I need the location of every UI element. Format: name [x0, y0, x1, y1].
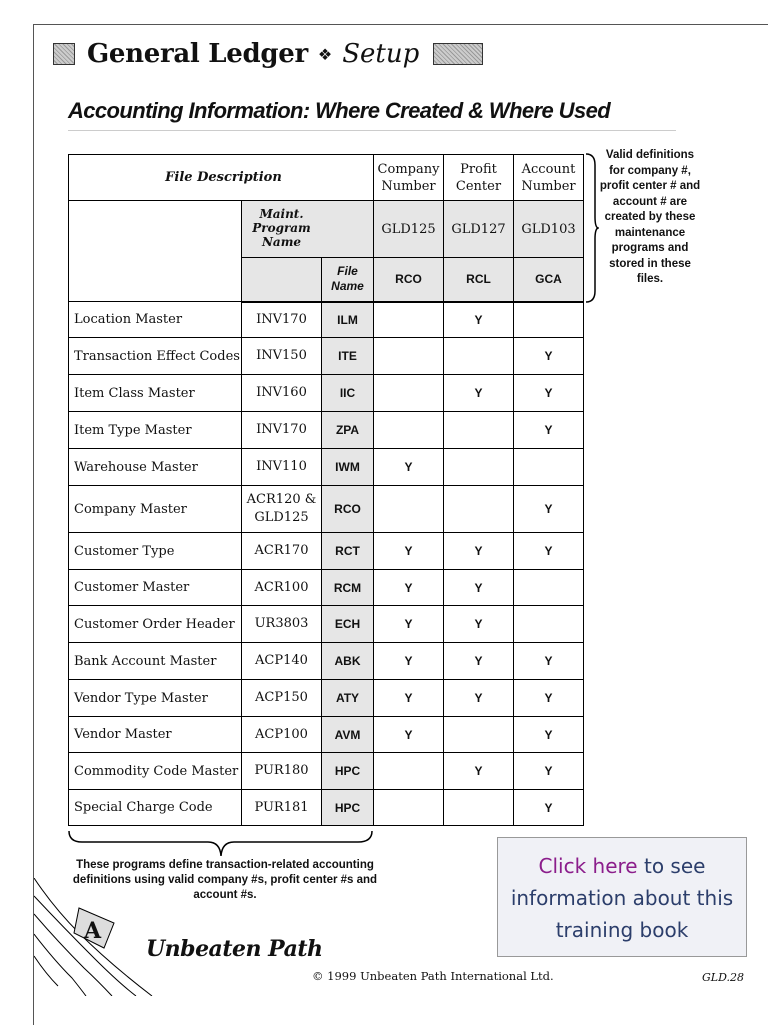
row-company-flag [374, 790, 444, 826]
table-row [69, 717, 584, 753]
click-here-link[interactable]: Click here [538, 854, 638, 878]
row-description: Warehouse Master [69, 449, 242, 486]
row-program: ACR120 & GLD125 [242, 486, 322, 533]
table-row [69, 375, 584, 412]
row-description: Vendor Master [69, 717, 242, 753]
row-program: ACP100 [242, 717, 322, 753]
row-company-flag: Y [374, 680, 444, 717]
row-account-flag [514, 606, 584, 643]
account-file: GCA [514, 258, 584, 302]
table-row [69, 486, 584, 533]
row-description: Bank Account Master [69, 643, 242, 680]
row-company-flag: Y [374, 643, 444, 680]
row-file-name: IIC [322, 375, 374, 412]
table-row [69, 338, 584, 375]
row-profit-flag [444, 790, 514, 826]
row-file-name: RCT [322, 533, 374, 570]
row-file-name: ABK [322, 643, 374, 680]
row-description: Location Master [69, 302, 242, 338]
row-account-flag: Y [514, 338, 584, 375]
right-annotation: Valid definitions for company #, profit center # and account # are created by these maintenance programs and stored in these files. [599, 149, 701, 285]
row-program: INV110 [242, 449, 322, 486]
maint-spacer-cell [242, 258, 322, 302]
page-title: General Ledger [87, 39, 308, 69]
row-file-name: AVM [322, 717, 374, 753]
table-row [69, 643, 584, 680]
row-file-name: RCO [322, 486, 374, 533]
row-description: Customer Type [69, 533, 242, 570]
row-profit-flag: Y [444, 606, 514, 643]
row-account-flag: Y [514, 375, 584, 412]
maint-program-label: Maint. Program Name [252, 207, 311, 249]
column-header-profit: Profit Center [444, 155, 514, 201]
row-program: INV150 [242, 338, 322, 375]
row-account-flag: Y [514, 533, 584, 570]
row-program: PUR180 [242, 753, 322, 790]
table-row [69, 680, 584, 717]
row-company-flag: Y [374, 606, 444, 643]
row-company-flag [374, 412, 444, 449]
row-description: Customer Order Header [69, 606, 242, 643]
bottom-brace-icon [68, 830, 374, 858]
row-description: Commodity Code Master [69, 753, 242, 790]
row-program: ACR100 [242, 570, 322, 606]
row-file-name: ILM [322, 302, 374, 338]
diamond-separator-icon: ❖ [317, 44, 333, 64]
row-program: UR3803 [242, 606, 322, 643]
row-file-name: ATY [322, 680, 374, 717]
row-profit-flag: Y [444, 753, 514, 790]
page-number: GLD.28 [702, 971, 745, 984]
account-program: GLD103 [514, 201, 584, 258]
row-program: INV170 [242, 302, 322, 338]
table-row [69, 790, 584, 826]
row-profit-flag [444, 717, 514, 753]
row-program: ACR170 [242, 533, 322, 570]
file-name-header: File Name [322, 258, 374, 302]
row-file-name: ECH [322, 606, 374, 643]
row-account-flag: Y [514, 717, 584, 753]
row-description: Item Class Master [69, 375, 242, 412]
row-program: PUR181 [242, 790, 322, 826]
row-profit-flag: Y [444, 570, 514, 606]
row-profit-flag: Y [444, 375, 514, 412]
subtitle-rule [68, 130, 676, 131]
right-brace-icon [585, 153, 599, 303]
maint-program-header [242, 201, 374, 258]
row-file-name: HPC [322, 790, 374, 826]
section-name: Setup [342, 39, 420, 69]
row-profit-flag: Y [444, 643, 514, 680]
table-row [69, 412, 584, 449]
row-account-flag [514, 302, 584, 338]
row-description: Company Master [69, 486, 242, 533]
row-account-flag: Y [514, 643, 584, 680]
row-file-name: IWM [322, 449, 374, 486]
bottom-annotation: These programs define transaction-related accounting definitions using valid company #s, profit center #s and account #s. [72, 859, 378, 901]
row-company-flag: Y [374, 570, 444, 606]
row-account-flag: Y [514, 790, 584, 826]
info-text: to see information about this training book [510, 854, 734, 942]
row-profit-flag [444, 486, 514, 533]
row-account-flag [514, 449, 584, 486]
row-profit-flag [444, 338, 514, 375]
row-file-name: ZPA [322, 412, 374, 449]
row-description: Vendor Type Master [69, 680, 242, 717]
company-file: RCO [374, 258, 444, 302]
table-row [69, 302, 584, 338]
row-company-flag [374, 338, 444, 375]
row-file-name: RCM [322, 570, 374, 606]
profit-file: RCL [444, 258, 514, 302]
row-description: Special Charge Code [69, 790, 242, 826]
page-header [53, 38, 483, 70]
header-bar-icon [433, 43, 483, 65]
row-profit-flag: Y [444, 533, 514, 570]
row-company-flag: Y [374, 449, 444, 486]
accounting-table [68, 154, 584, 826]
row-company-flag [374, 753, 444, 790]
row-file-name: HPC [322, 753, 374, 790]
brand-name: Unbeaten Path [146, 936, 323, 962]
row-profit-flag: Y [444, 680, 514, 717]
row-profit-flag [444, 449, 514, 486]
company-program: GLD125 [374, 201, 444, 258]
row-profit-flag: Y [444, 302, 514, 338]
header-box-icon [53, 43, 75, 65]
row-program: ACP140 [242, 643, 322, 680]
row-company-flag: Y [374, 533, 444, 570]
table-row [69, 449, 584, 486]
row-file-name: ITE [322, 338, 374, 375]
row-company-flag [374, 375, 444, 412]
row-program: INV170 [242, 412, 322, 449]
row-company-flag: Y [374, 717, 444, 753]
row-account-flag: Y [514, 486, 584, 533]
logo-letter: A [84, 918, 102, 944]
copyright: © 1999 Unbeaten Path International Ltd. [312, 969, 554, 983]
column-header-account: Account Number [514, 155, 584, 201]
row-account-flag: Y [514, 753, 584, 790]
row-description: Customer Master [69, 570, 242, 606]
row-company-flag [374, 486, 444, 533]
row-account-flag [514, 570, 584, 606]
row-program: INV160 [242, 375, 322, 412]
page-subtitle: Accounting Information: Where Created & Where Used [68, 98, 611, 123]
table-row [69, 570, 584, 606]
table-row [69, 533, 584, 570]
row-account-flag: Y [514, 680, 584, 717]
row-description: Item Type Master [69, 412, 242, 449]
table-row [69, 753, 584, 790]
blank-header-cell [69, 201, 242, 302]
row-description: Transaction Effect Codes [69, 338, 242, 375]
row-profit-flag [444, 412, 514, 449]
corner-logo-icon [34, 878, 156, 996]
row-account-flag: Y [514, 412, 584, 449]
row-program: ACP150 [242, 680, 322, 717]
row-company-flag [374, 302, 444, 338]
column-header-company: Company Number [374, 155, 444, 201]
file-description-header: File Description [69, 155, 374, 201]
profit-program: GLD127 [444, 201, 514, 258]
table-row [69, 606, 584, 643]
training-book-info-link[interactable] [497, 837, 747, 957]
